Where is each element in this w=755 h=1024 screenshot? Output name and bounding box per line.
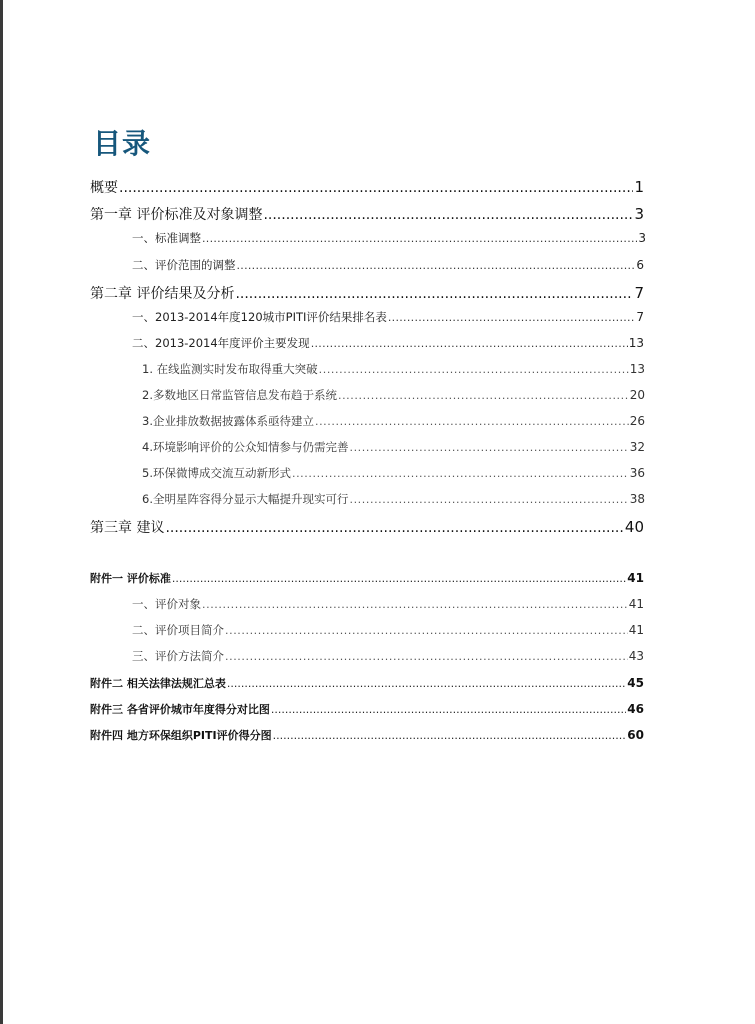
toc-entry-page: 20 (629, 388, 645, 402)
toc-entry-label: 第三章 建议 (90, 520, 165, 536)
toc-entry-appendix-1-3[interactable] (132, 648, 644, 664)
toc-entry-1-1[interactable] (132, 230, 646, 246)
page-title: 目录 (93, 127, 152, 160)
toc-dot-leader (263, 207, 633, 223)
toc-dot-leader (292, 467, 629, 480)
toc-entry-label: 一、2013-2014年度120城市PITI评价结果排名表 (132, 310, 387, 324)
toc-dot-leader (349, 493, 628, 506)
toc-dot-leader (225, 650, 628, 663)
toc-entry-label: 概要 (90, 180, 118, 196)
toc-entry-label: 附件四 地方环保组织PITI评价得分图 (90, 729, 272, 742)
toc-entry-appendix-3[interactable] (90, 701, 644, 717)
toc-entry-label: 一、标准调整 (132, 231, 201, 245)
toc-entry-label: 二、2013-2014年度评价主要发现 (132, 336, 310, 350)
toc-entry-label: 二、评价项目简介 (132, 623, 224, 637)
toc-entry-2-2-1[interactable] (142, 361, 645, 377)
toc-dot-leader (315, 415, 629, 428)
toc-dot-leader (388, 311, 635, 324)
toc-entry-page: 32 (629, 440, 645, 454)
toc-entry-page: 40 (624, 518, 644, 536)
toc-entry-page: 3 (638, 231, 646, 245)
toc-entry-label: 1. 在线监测实时发布取得重大突破 (142, 362, 318, 376)
toc-dot-leader (119, 180, 633, 196)
toc-entry-page: 13 (628, 336, 644, 350)
toc-entry-page: 6 (636, 258, 644, 272)
toc-dot-leader (225, 624, 628, 637)
toc-entry-2-2-5[interactable] (142, 465, 645, 481)
toc-dot-leader (237, 259, 636, 272)
toc-entry-appendix-4[interactable] (90, 727, 644, 743)
toc-entry-label: 5.环保微博成交流互动新形式 (142, 466, 291, 480)
toc-entry-2-2-2[interactable] (142, 387, 645, 403)
toc-entry-page: 46 (627, 702, 644, 716)
toc-entry-label: 三、评价方法简介 (132, 649, 224, 663)
toc-entry-page: 3 (634, 205, 644, 223)
toc-entry-label: 2.多数地区日常监管信息发布趋于系统 (142, 388, 337, 402)
toc-entry-page: 60 (627, 728, 644, 742)
toc-dot-leader (202, 598, 628, 611)
page-left-edge (0, 0, 3, 1024)
toc-entry-summary[interactable] (90, 177, 644, 197)
toc-dot-leader (319, 363, 629, 376)
toc-entry-appendix-1[interactable] (90, 570, 644, 586)
toc-entry-page: 38 (629, 492, 645, 506)
toc-entry-2-1[interactable] (132, 309, 644, 325)
toc-entry-page: 7 (636, 310, 644, 324)
toc-entry-2-2[interactable] (132, 335, 644, 351)
toc-entry-page: 41 (628, 623, 644, 637)
toc-dot-leader (271, 703, 626, 716)
toc-dot-leader (235, 286, 633, 302)
toc-entry-page: 43 (628, 649, 644, 663)
toc-entry-label: 附件一 评价标准 (90, 572, 171, 585)
toc-entry-label: 附件三 各省评价城市年度得分对比图 (90, 703, 270, 716)
toc-entry-chapter-1[interactable] (90, 204, 644, 224)
toc-dot-leader (172, 572, 626, 585)
toc-entry-page: 13 (629, 362, 645, 376)
toc-dot-leader (311, 337, 628, 350)
toc-entry-chapter-3[interactable] (90, 517, 644, 537)
toc-entry-label: 第二章 评价结果及分析 (90, 286, 235, 302)
toc-dot-leader (273, 729, 627, 742)
toc-entry-1-2[interactable] (132, 257, 644, 273)
toc-dot-leader (165, 520, 623, 536)
toc-dot-leader (227, 677, 626, 690)
toc-dot-leader (349, 441, 628, 454)
toc-entry-appendix-1-1[interactable] (132, 596, 644, 612)
toc-entry-page: 41 (628, 597, 644, 611)
toc-entry-2-2-4[interactable] (142, 439, 645, 455)
toc-entry-label: 第一章 评价标准及对象调整 (90, 207, 263, 223)
toc-entry-chapter-2[interactable] (90, 283, 644, 303)
toc-dot-leader (202, 232, 637, 245)
toc-entry-appendix-2[interactable] (90, 675, 644, 691)
toc-entry-page: 41 (627, 571, 644, 585)
toc-entry-page: 36 (629, 466, 645, 480)
toc-entry-page: 26 (629, 414, 645, 428)
toc-entry-appendix-1-2[interactable] (132, 622, 644, 638)
toc-entry-label: 3.企业排放数据披露体系亟待建立 (142, 414, 314, 428)
toc-entry-2-2-6[interactable] (142, 491, 645, 507)
toc-entry-2-2-3[interactable] (142, 413, 645, 429)
toc-entry-label: 6.全明星阵容得分显示大幅提升现实可行 (142, 492, 349, 506)
toc-entry-page: 7 (634, 284, 644, 302)
toc-dot-leader (338, 389, 629, 402)
toc-entry-label: 二、评价范围的调整 (132, 258, 236, 272)
toc-entry-label: 一、评价对象 (132, 597, 201, 611)
toc-entry-label: 4.环境影响评价的公众知情参与仍需完善 (142, 440, 349, 454)
toc-entry-page: 45 (627, 676, 644, 690)
toc-entry-label: 附件二 相关法律法规汇总表 (90, 677, 226, 690)
toc-entry-page: 1 (634, 178, 644, 196)
